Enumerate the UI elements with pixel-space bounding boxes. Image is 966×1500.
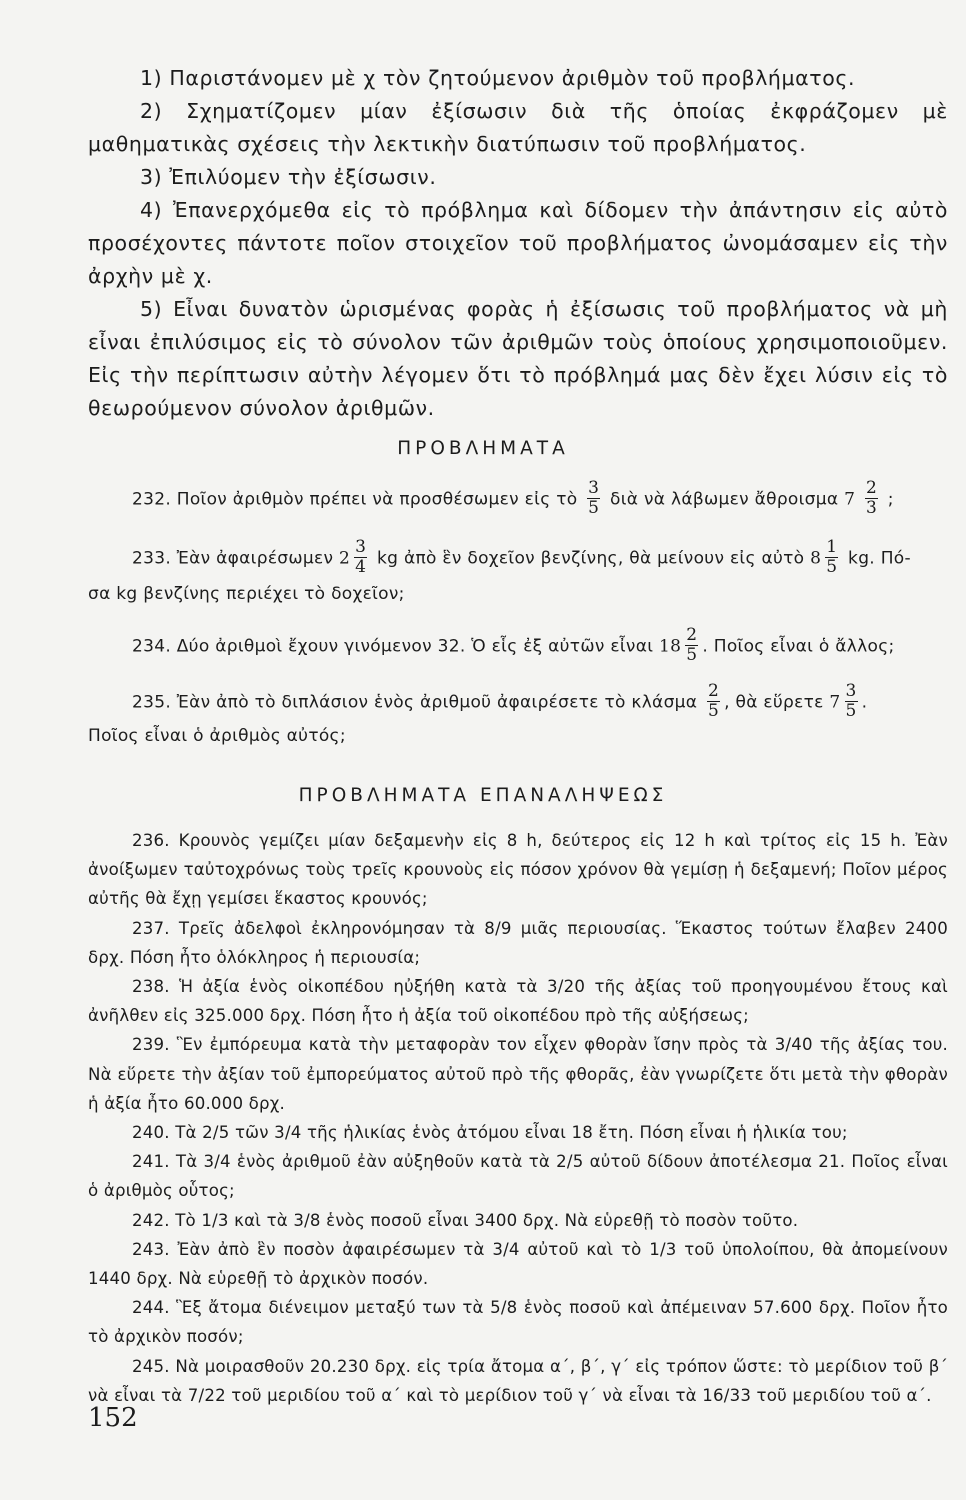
fraction: $\frac{3}{4}$ [355,537,367,577]
step-1: 1) Παριστάνομεν μὲ χ τὸν ζητούμενον ἀριθμὸν τοῦ προβλήματος. [140,66,856,90]
problems-heading: ΠΡΟΒΛΗΜΑΤΑ [397,438,569,459]
problem-text: kg. Πό- [848,548,911,569]
problem-text: 233. Ἐὰν ἀφαιρέσωμεν [132,548,334,569]
problem-text: 235. Ἐὰν ἀπὸ τὸ διπλάσιον ἑνὸς ἀριθμοῦ ἀφαιρέσετε τὸ κλάσμα [132,692,698,713]
step-3: 3) Ἐπιλύομεν τὴν ἐξίσωσιν. [140,165,437,189]
problem-text: σα kg βενζίνης περιέχει τὸ δοχεῖον; [88,584,405,604]
problem-241: 241. Τὰ 3/4 ἑνὸς ἀριθμοῦ ἐὰν αὐξηθοῦν κατὰ τὰ 2/5 αὐτοῦ δίδουν ἀποτέλεσμα 21. Ποῖος εἶναι ὁ ἀριθμὸς οὗτος; [88,1152,948,1201]
review-problems [88,826,948,1410]
problem-text: , θὰ εὕρετε [724,692,824,713]
problem-232 [88,478,948,518]
fraction: $\frac{2}{5}$ [686,625,698,665]
problem-236: 236. Κρουνὸς γεμίζει μίαν δεξαμενὴν εἰς 8 h, δεύτερος εἰς 12 h καὶ τρίτος εἰς 15 h. Ἐὰν ἀνοίξωμεν ταὐτοχρόνως τοὺς τρεῖς κρουνοὺς εἰς πόσον χρόνον θὰ γεμίσῃ ἡ δεξαμενή; Ποῖον μέρος αὐτῆς θὰ ἔχῃ γεμίσει ἕκαστος κρουνός; [88,831,948,909]
problem-text: kg ἀπὸ ἓν δοχεῖον βενζίνης, θὰ μείνουν εἰς αὐτὸ [377,548,805,569]
problem-text: . Ποῖος εἶναι ὁ ἄλλος; [702,636,895,657]
problem-233 [88,537,948,605]
method-steps [88,62,948,425]
problem-237: 237. Τρεῖς ἀδελφοὶ ἐκληρονόμησαν τὰ 8/9 μιᾶς περιουσίας. Ἕκαστος τούτων ἔλαβεν 2400 δρχ. Πόση ἦτο ὁλόκληρος ἡ περιουσία; [88,918,948,967]
step-5: 5) Εἶναι δυνατὸν ὡρισμένας φορὰς ἡ ἐξίσωσις τοῦ προβλήματος νὰ μὴ εἶναι ἐπιλύσιμος εἰς τὸ σύνολον τῶν ἀριθμῶν τοὺς ὁποίους χρησιμοποιοῦμεν. Εἰς τὴν περίπτωσιν αὐτὴν λέγομεν ὅτι τὸ πρόβλημά μας δὲν ἔχει λύσιν εἰς τὸ θεωρούμενον σύνολον ἀριθμῶν. [88,297,948,420]
fraction: $\frac{3}{5}$ [588,478,600,518]
whole-number: 2 [339,548,351,569]
step-2: 2) Σχηματίζομεν μίαν ἐξίσωσιν διὰ τῆς ὁποίας ἐκφράζομεν μὲ μαθηματικὰς σχέσεις τὴν λεκτικὴν διατύπωσιν τοῦ προβλήματος. [88,99,948,156]
problem-240: 240. Τὰ 2/5 τῶν 3/4 τῆς ἡλικίας ἑνὸς ἀτόμου εἶναι 18 ἔτη. Πόση εἶναι ἡ ἡλικία του; [132,1123,848,1143]
whole-number: 8 [810,548,822,569]
review-problems-heading: ΠΡΟΒΛΗΜΑΤΑ ΕΠΑΝΑΛΗΨΕΩΣ [298,785,668,806]
whole-number: 7 [844,489,856,510]
page-number: 152 [88,1403,138,1433]
problem-239: 239. Ἓν ἐμπόρευμα κατὰ τὴν μεταφορὰν τον εἶχεν φθορὰν ἴσην πρὸς τὰ 3/40 τῆς ἀξίας του. Νὰ εὕρετε τὴν ἀξίαν τοῦ ἐμπορεύματος αὐτοῦ πρὸ τῆς φθορᾶς, ἐὰν γνωρίζετε ὅτι μετὰ τὴν φθορὰν ἡ ἀξία ἦτο 60.000 δρχ. [88,1035,948,1113]
problem-text: . [861,692,868,713]
problem-235 [88,681,948,747]
problem-238: 238. Ἡ ἀξία ἑνὸς οἰκοπέδου ηὐξήθη κατὰ τὰ 3/20 τῆς ἀξίας τοῦ προηγουμένου ἔτους καὶ ἀνῆλθεν εἰς 325.000 δρχ. Πόση ἦτο ἡ ἀξία τοῦ οἰκοπέδου πρὸ τῆς αὐξήσεως; [88,977,948,1026]
problem-234 [88,625,948,665]
problem-text: 232. Ποῖον ἀριθμὸν πρέπει νὰ προσθέσωμεν εἰς τὸ [132,489,578,510]
problem-244: 244. Ἓξ ἄτομα διένειμον μεταξύ των τὰ 5/8 ἑνὸς ποσοῦ καὶ ἀπέμειναν 57.600 δρχ. Ποῖον ἦτο τὸ ἀρχικὸν ποσόν; [88,1298,948,1347]
fraction: $\frac{1}{5}$ [826,537,838,577]
problem-text: διὰ νὰ λάβωμεν ἄθροισμα [610,489,839,510]
fraction: $\frac{2}{3}$ [865,478,878,518]
problem-242: 242. Τὸ 1/3 καὶ τὰ 3/8 ἑνὸς ποσοῦ εἶναι 3400 δρχ. Νὰ εὑρεθῇ τὸ ποσὸν τοῦτο. [132,1210,799,1230]
problem-text: ; [887,489,894,510]
fraction: $\frac{2}{5}$ [707,681,720,721]
fraction: $\frac{3}{5}$ [845,681,857,721]
problem-245: 245. Νὰ μοιρασθοῦν 20.230 δρχ. εἰς τρία ἄτομα α΄, β΄, γ΄ εἰς τρόπον ὥστε: τὸ μερίδιον τοῦ β΄ νὰ εἶναι τὰ 7/22 τοῦ μεριδίου τοῦ α΄ καὶ τὸ μερίδιον τοῦ γ΄ νὰ εἶναι τὰ 16/33 τοῦ μεριδίου τοῦ α΄. [88,1356,948,1405]
step-4: 4) Ἐπανερχόμεθα εἰς τὸ πρόβλημα καὶ δίδομεν τὴν ἀπάντησιν εἰς αὐτὸ προσέχοντες πάντοτε ποῖον στοιχεῖον τοῦ προβλήματος ὠνομάσαμεν εἰς τὴν ἀρχὴν μὲ χ. [88,198,948,288]
problem-text: Ποῖος εἶναι ὁ ἀριθμὸς αὐτός; [88,726,346,746]
problem-text: 234. Δύο ἀριθμοὶ ἔχουν γινόμενον 32. Ὁ εἷς ἐξ αὐτῶν εἶναι [132,636,654,657]
whole-number: 7 [829,692,841,713]
problem-243: 243. Ἐὰν ἀπὸ ἓν ποσὸν ἀφαιρέσωμεν τὰ 3/4 αὐτοῦ καὶ τὸ 1/3 τοῦ ὑπολοίπου, θὰ ἀπομείνουν 1440 δρχ. Νὰ εὑρεθῇ τὸ ἀρχικὸν ποσόν. [88,1239,948,1289]
whole-number: 18 [659,636,682,657]
